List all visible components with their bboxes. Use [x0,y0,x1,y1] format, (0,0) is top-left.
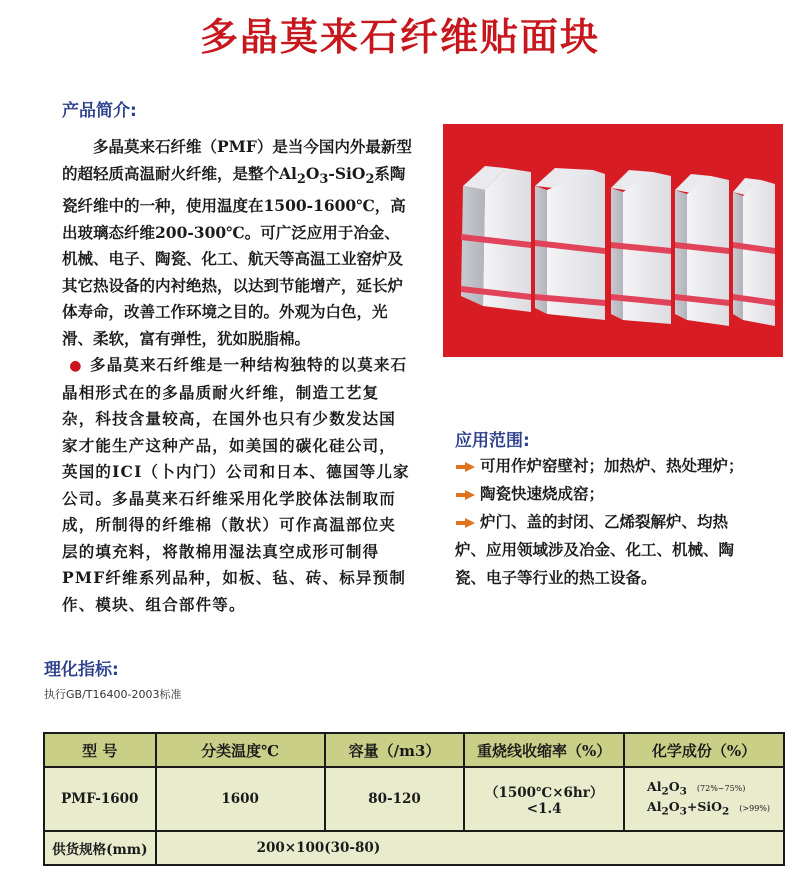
application-item: 可用作炉窑壁衬；加热炉、热处理炉； [455,452,755,480]
intro-heading: 产品简介: [62,101,137,121]
table-row [44,831,784,865]
standard-note: 执行GB/T16400-2003标准 [44,688,182,701]
table-row [44,767,784,831]
intro-text [62,134,412,618]
application-item: 陶瓷快速烧成窑； [455,480,755,508]
cell-model: PMF-1600 [44,767,156,831]
cell-supply-value: 200×100(30-80) [156,831,784,865]
fiber-block-4 [675,174,729,326]
page-title: 多晶莫来石纤维贴面块 [199,14,600,59]
cell-supply-label: 供货规格(mm) [44,831,156,865]
cell-shrinkage: （1500℃×6hr） <1.4 [464,767,624,831]
header-temp: 分类温度℃ [156,733,325,767]
pointing-hand-icon [455,489,477,501]
pointing-hand-icon [455,517,477,529]
header-shrinkage: 重烧线收缩率（%） [464,733,624,767]
cell-temp: 1600 [156,767,325,831]
application-item: 炉门、盖的封闭、乙烯裂解炉、均热炉、应用领域涉及冶金、化工、机械、陶瓷、电子等行业的热工设备。 [455,512,735,587]
intro-paragraph-2: ● 多晶莫来石纤维是一种结构独特的以莫来石晶相形式在的多晶质耐火纤维，制造工艺复杂，科技含量较高，在国外也只有少数发达国家才能生产这种产品，如美国的碳化硅公司，英国的ICI（卜内门）公司和日本、德国等儿家公司。多晶莫来石纤维采用化学胶体法制取而成，所制得的纤维棉（散状）可作高温部位夹层的填充料，将散棉用湿法真空成形可制得PMF纤维系列品种，如板、毡、砖、标异预制作、模块、组合部件等。 [62,355,410,614]
header-model: 型 号 [44,733,156,767]
pointing-hand-icon [455,461,477,473]
cell-density: 80-120 [325,767,465,831]
applications-heading: 应用范围: [455,431,530,451]
table-header-row [44,733,784,767]
specs-heading: 理化指标: [44,660,119,680]
spec-table [43,732,785,866]
fiber-blocks-image [443,124,783,357]
bullet-icon: ● [69,358,83,375]
fiber-block-3 [611,170,671,324]
intro-paragraph-1: 多晶莫来石纤维（PMF）是当今国内外最新型的超轻质高温耐火纤维，是整个$Al_2O_3-SiO_2$系陶瓷纤维中的一种，使用温度在1500-1600℃，高出玻璃态纤维200-300℃。可广泛应用于冶金、机械、电子、陶瓷、化工、航天等高温工业窑炉及其它热设备的内衬绝热，以达到节能增产，延长炉体寿命，改善工作环境之目的。外观为白色，光滑、柔软，富有弹性，犹如脱脂棉。 [62,137,412,348]
fiber-block-5 [733,178,775,326]
product-photo [443,124,783,357]
header-chemistry: 化学成份（%） [624,733,784,767]
cell-chemistry: $Al_2O_3$ (72%~75%) $Al_2O_3+SiO_2$ (>99%) [624,767,784,831]
header-density: 容量（/m3） [325,733,465,767]
applications-list [455,452,755,592]
fiber-block-2 [535,168,605,320]
fiber-block-1 [461,166,531,312]
